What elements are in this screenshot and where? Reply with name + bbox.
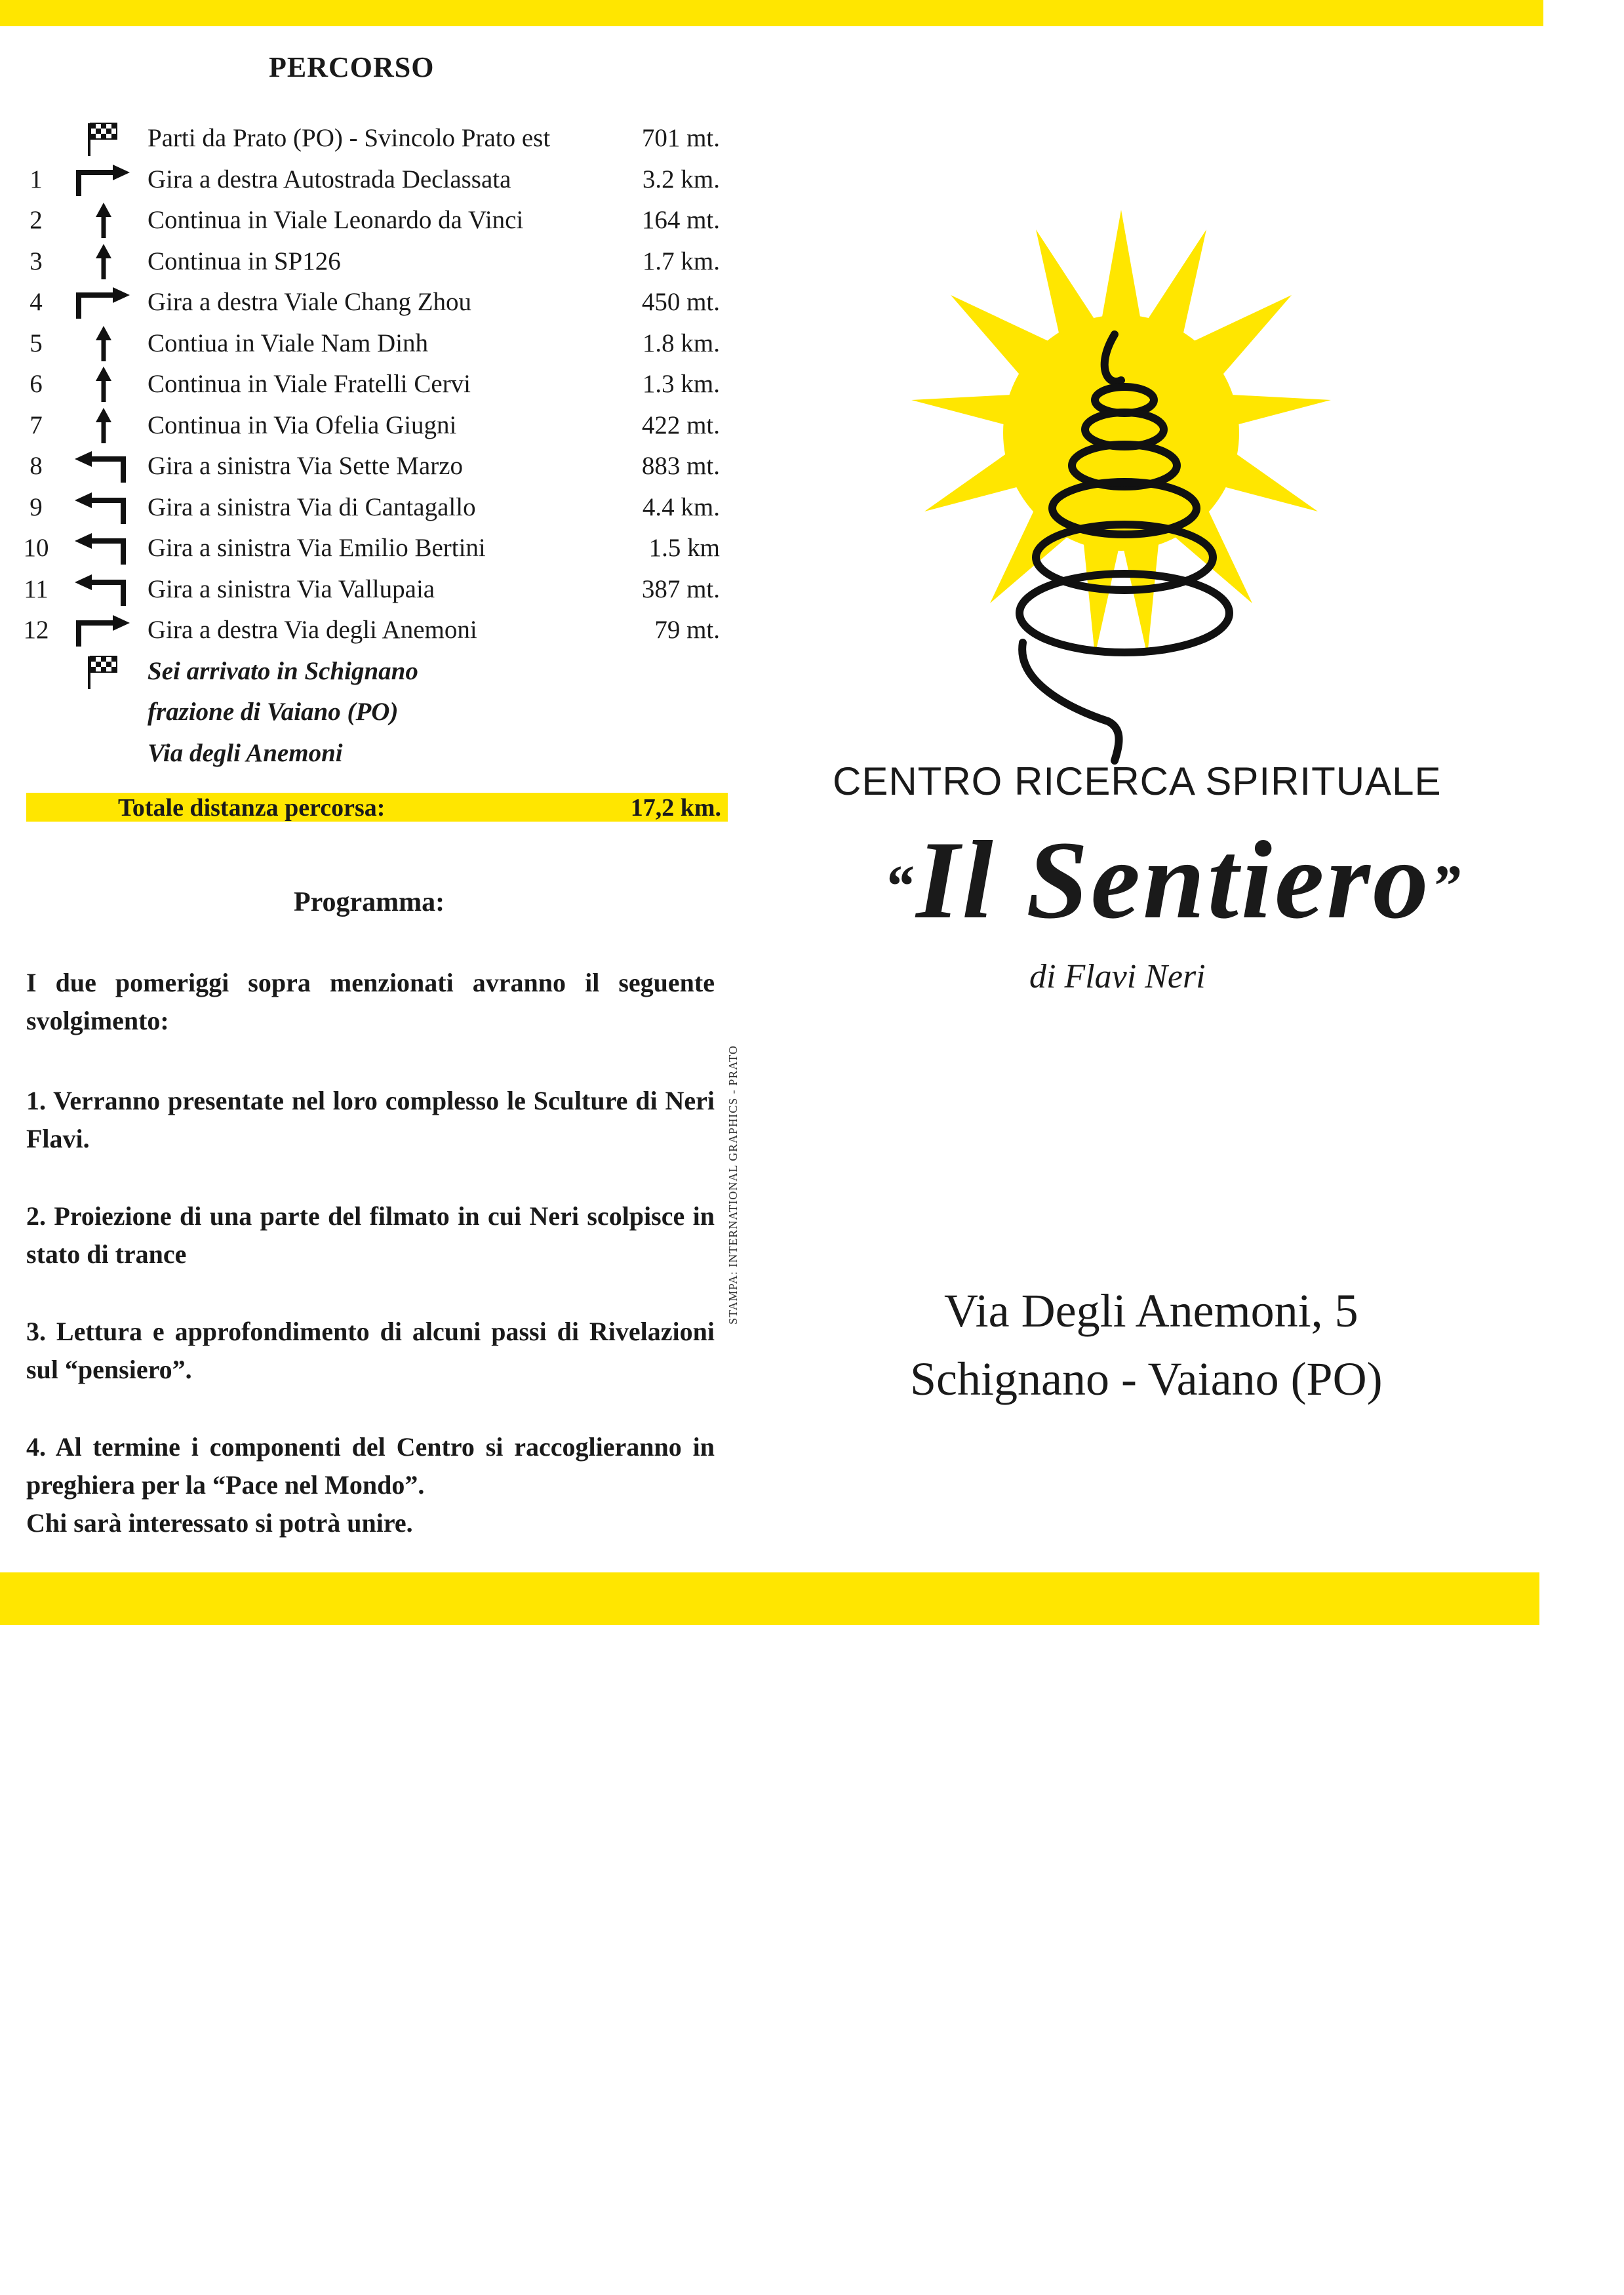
route-step-distance: 164 mt.: [641, 206, 720, 234]
route-arrival-line: [0, 733, 747, 774]
route-step-text: Gira a sinistra Via Sette Marzo: [148, 452, 464, 480]
route-step-distance: 3.2 km.: [642, 165, 720, 193]
route-step: [0, 405, 747, 446]
route-step-number: 4: [30, 288, 43, 316]
quote-open: “: [884, 854, 917, 919]
route-step: [0, 364, 747, 405]
route-title: PERCORSO: [269, 51, 435, 83]
total-distance-label: Totale distanza percorsa:: [118, 794, 386, 822]
route-step-number: 9: [30, 492, 43, 521]
route-step: [0, 200, 747, 241]
turn-left-arrow-icon: [71, 489, 136, 527]
straight-arrow-icon: [71, 325, 136, 363]
printer-credit: STAMPA: INTERNATIONAL GRAPHICS - PRATO: [726, 1045, 740, 1325]
route-step-distance: 1.8 km.: [642, 329, 720, 357]
left-panel: [0, 26, 747, 1572]
total-distance-value: 17,2 km.: [630, 794, 721, 822]
center-name: CENTRO RICERCA SPIRITUALE: [833, 759, 1442, 803]
route-step-text: Contiua in Viale Nam Dinh: [148, 329, 429, 357]
route-step-distance: 883 mt.: [641, 452, 720, 480]
turn-left-arrow-icon: [71, 570, 136, 609]
route-step-text: Gira a destra Viale Chang Zhou: [148, 288, 472, 316]
route-step-number: 7: [30, 410, 43, 439]
quote-close: ”: [1431, 854, 1463, 919]
turn-right-arrow-icon: [71, 611, 136, 649]
route-step-text: Continua in Viale Fratelli Cervi: [148, 370, 471, 398]
route-step: [0, 241, 747, 282]
route-step-distance: 422 mt.: [641, 410, 720, 439]
route-step-distance: 1.3 km.: [642, 370, 720, 398]
route-step: [0, 487, 747, 528]
route-step-distance: 1.7 km.: [642, 247, 720, 275]
straight-arrow-icon: [71, 365, 136, 403]
route-step-text: Continua in Via Ofelia Giugni: [148, 410, 457, 439]
route-arrival-line: [0, 692, 747, 732]
program-item-2: 2. Proiezione di una parte del filmato in cui Neri scolpisce in stato di trance: [26, 1201, 715, 1269]
program-item-4: 4. Al termine i componenti del Centro si raccoglieranno in preghiera per la “Pace nel Mondo”.: [26, 1432, 715, 1500]
route-arrival-text: frazione di Vaiano (PO): [148, 698, 399, 726]
route-step-text: Gira a sinistra Via di Cantagallo: [148, 492, 476, 521]
route-step-text: Gira a sinistra Via Vallupaia: [148, 574, 435, 603]
checkered-flag-icon: [71, 119, 136, 157]
straight-arrow-icon: [71, 407, 136, 445]
route-step-number: 6: [30, 370, 43, 398]
route-step-number: 10: [23, 534, 49, 562]
route-step: [0, 282, 747, 323]
turn-left-arrow-icon: [71, 529, 136, 567]
route-arrival-text: Via degli Anemoni: [148, 738, 343, 767]
straight-arrow-icon: [71, 243, 136, 281]
route-step-number: 11: [24, 574, 49, 603]
straight-arrow-icon: [71, 201, 136, 239]
route-step-text: Gira a destra Via degli Anemoni: [148, 616, 477, 644]
author-line: di Flavi Neri: [1029, 958, 1206, 995]
route-step: [0, 323, 747, 364]
route-step-text: Continua in SP126: [148, 247, 341, 275]
turn-right-arrow-icon: [71, 161, 136, 199]
route-step-number: 2: [30, 206, 43, 234]
bottom-yellow-band: [0, 1572, 1539, 1625]
route-step: [0, 610, 747, 650]
route-step-distance: 4.4 km.: [642, 492, 720, 521]
program-item-1: 1. Verranno presentate nel loro complesso le Sculture di Neri Flavi.: [26, 1086, 715, 1153]
route-step-distance: 387 mt.: [641, 574, 720, 603]
route-step: [0, 569, 747, 610]
route-step-distance: 450 mt.: [641, 288, 720, 316]
route-step-distance: 79 mt.: [654, 616, 720, 644]
program-title: Programma:: [294, 887, 445, 917]
route-step-text: Parti da Prato (PO) - Svincolo Prato est: [148, 124, 551, 152]
turn-left-arrow-icon: [71, 447, 136, 485]
total-distance-bar: [26, 793, 728, 822]
center-title: [846, 818, 1501, 942]
route-step-distance: 1.5 km: [648, 534, 720, 562]
address-line-1: Via Degli Anemoni, 5: [944, 1285, 1358, 1337]
route-step: [0, 528, 747, 569]
route-step-text: Continua in Viale Leonardo da Vinci: [148, 206, 524, 234]
route-step: [0, 159, 747, 200]
route-arrival-line: [0, 651, 747, 692]
route-step-text: Gira a sinistra Via Emilio Bertini: [148, 534, 486, 562]
route-step-distance: 701 mt.: [641, 124, 720, 152]
route-step: [0, 446, 747, 487]
program-intro: I due pomeriggi sopra menzionati avranno il seguente svolgimento:: [26, 968, 715, 1035]
turn-right-arrow-icon: [71, 283, 136, 321]
route-step-number: 12: [23, 616, 49, 644]
address-line-2: Schignano - Vaiano (PO): [910, 1353, 1383, 1405]
top-yellow-band: [0, 0, 1543, 26]
right-panel: [747, 26, 1543, 1572]
sun-spiral-logo: [898, 184, 1344, 774]
route-step-number: 3: [30, 247, 43, 275]
route-arrival-text: Sei arrivato in Schignano: [148, 656, 418, 685]
route-step-number: 5: [30, 329, 43, 357]
route-step-text: Gira a destra Autostrada Declassata: [148, 165, 511, 193]
checkered-flag-icon: [71, 652, 136, 690]
route-step-number: 8: [30, 452, 43, 480]
program-item-3: 3. Lettura e approfondimento di alcuni passi di Rivelazioni sul “pensiero”.: [26, 1317, 715, 1384]
program-closing: Chi sarà interessato si potrà unire.: [26, 1508, 413, 1538]
route-step: [0, 118, 747, 159]
center-title-text: Il Sentiero: [916, 818, 1431, 942]
route-step-number: 1: [30, 165, 43, 193]
